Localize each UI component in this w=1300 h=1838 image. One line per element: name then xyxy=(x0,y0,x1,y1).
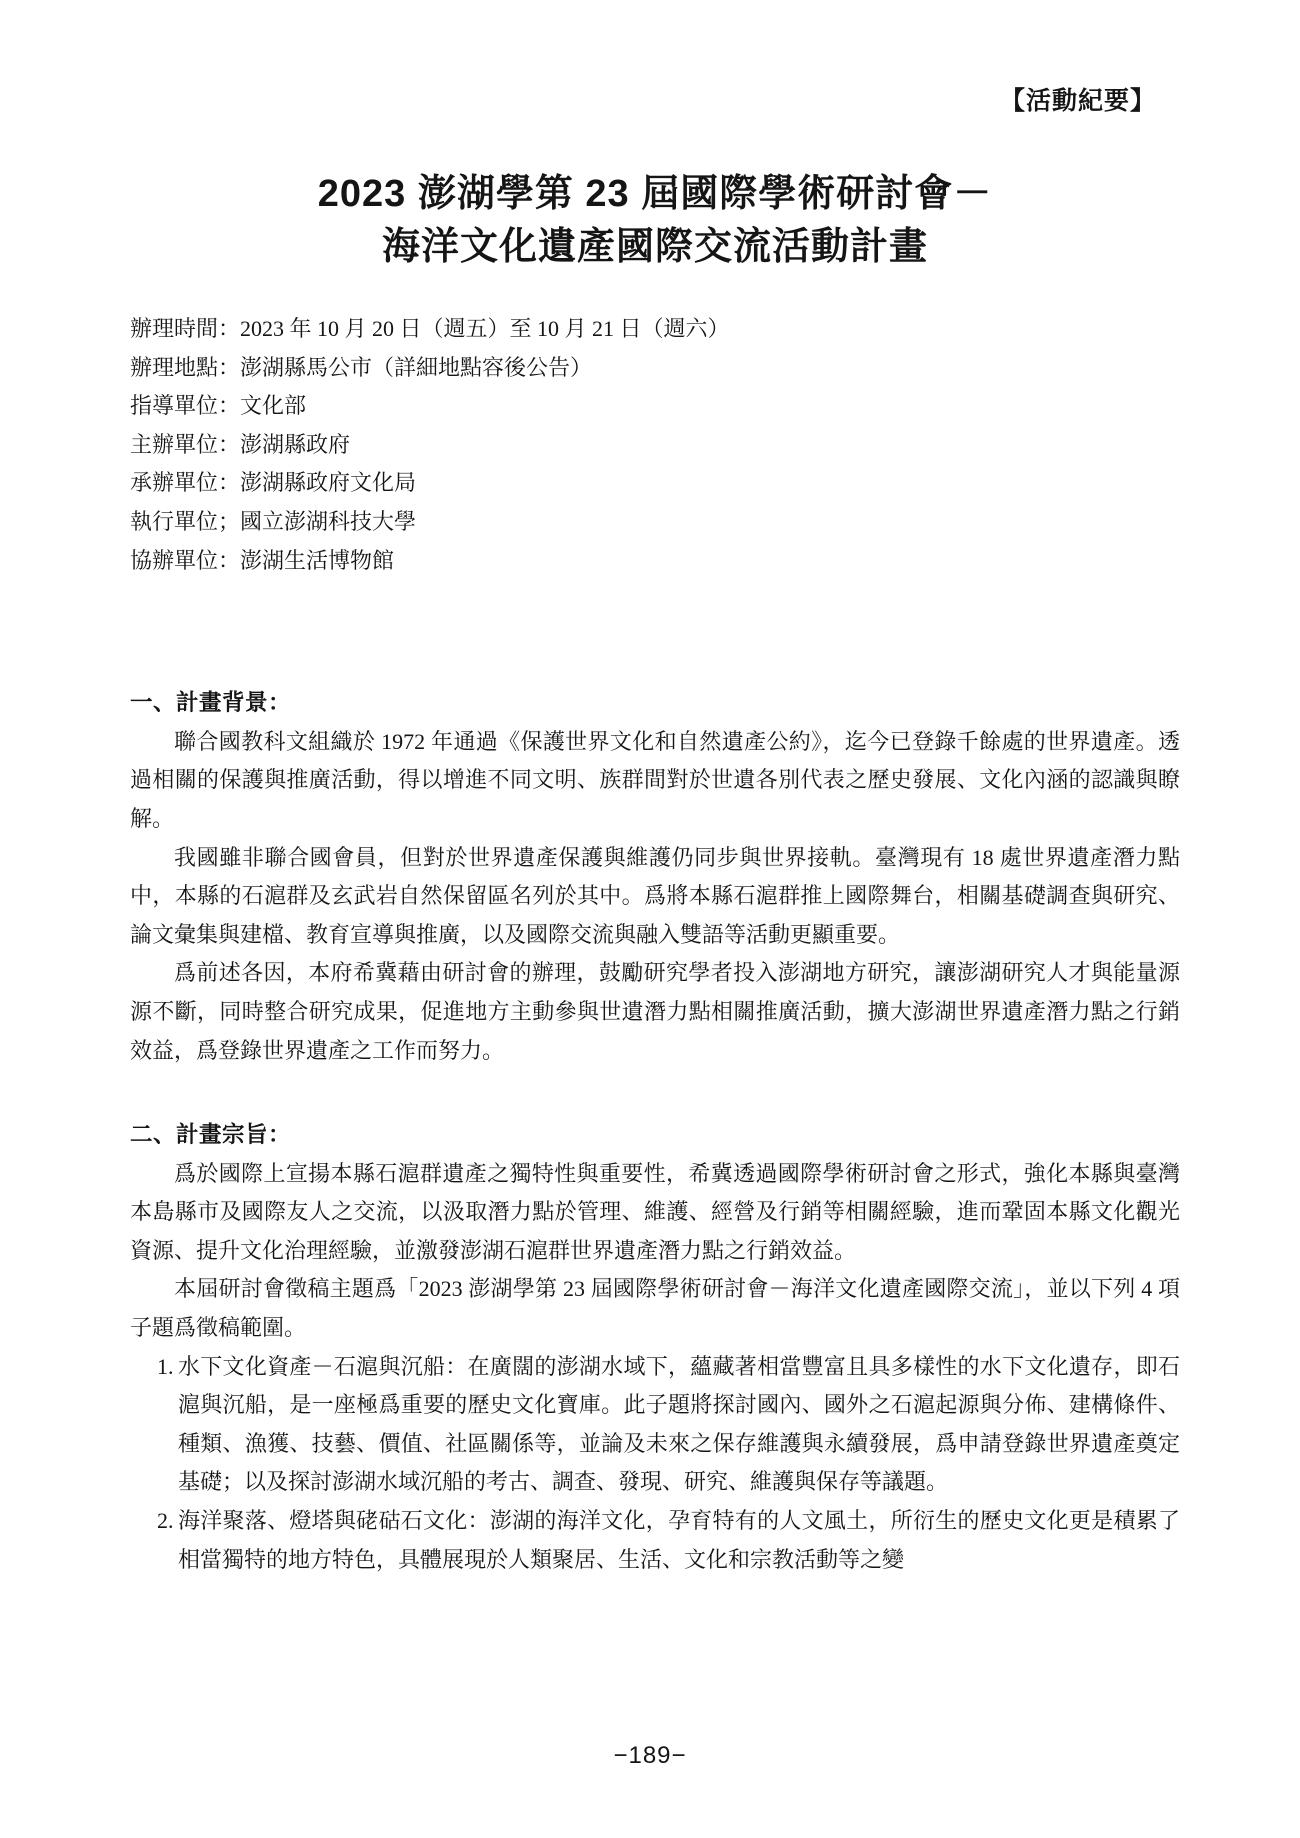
list-item xyxy=(130,1502,1180,1579)
page-number: −189− xyxy=(613,1742,687,1769)
section-background xyxy=(130,684,1180,1070)
corner-tag: 【活動紀要】 xyxy=(999,87,1156,115)
purpose-paragraph-1: 爲於國際上宣揚本縣石滬群遺產之獨特性與重要性，希冀透過國際學術研討會之形式，強化本縣與臺灣本島縣市及國際友人之交流，以汲取潛力點於管理、維護、經營及行銷等相關經驗，進而鞏固本縣文化觀光資源、提升文化治理經驗，並激發澎湖石滬群世界遺產潛力點之行銷效益。 xyxy=(130,1160,1180,1263)
background-paragraph-2: 我國雖非聯合國會員，但對於世界遺產保護與維護仍同步與世界接軌。臺灣現有 18 處世界遺產潛力點中，本縣的石滬群及玄武岩自然保留區名列於其中。爲將本縣石滬群推上國際舞台，相關基礎調查與研究、論文彙集與建檔、教育宣導與推廣，以及國際交流與融入雙語等活動更顯重要。 xyxy=(130,844,1180,947)
meta-organizer: 主辦單位：澎湖縣政府 xyxy=(130,431,351,457)
section-purpose-heading: 二、計畫宗旨： xyxy=(130,1122,292,1148)
section-background-heading: 一、計畫背景： xyxy=(130,690,292,716)
meta-executor: 執行單位；國立澎湖科技大學 xyxy=(130,508,417,534)
background-paragraph-1: 聯合國教科文組織於 1972 年通過《保護世界文化和自然遺產公約》，迄今已登錄千餘處的世界遺產。透過相關的保護與推廣活動，得以增進不同文明、族群間對於世遺各別代表之歷史發展、文化內涵的認識與瞭解。 xyxy=(130,728,1180,831)
list-item-text: 水下文化資產－石滬與沉船：在廣闊的澎湖水域下，蘊藏著相當豐富且具多樣性的水下文化遺存，即石滬與沉船，是一座極爲重要的歷史文化寶庫。此子題將探討國內、國外之石滬起源與分佈、建構條件、種類、漁獲、技藝、價值、社區關係等，並論及未來之保存維護與永續發展，爲申請登錄世界遺產奠定基礎；以及探討澎湖水域沉船的考古、調查、發現、研究、維護與保存等議題。 xyxy=(178,1353,1180,1495)
list-item-text: 海洋聚落、燈塔與硓𥑮石文化：澎湖的海洋文化，孕育特有的人文風土，所衍生的歷史文化更是積累了相當獨特的地方特色，具體展現於人類聚居、生活、文化和宗教活動等之變 xyxy=(178,1508,1180,1572)
list-item xyxy=(130,1348,1180,1502)
list-item-number: 2. xyxy=(157,1508,174,1534)
meta-undertaker: 承辦單位：澎湖縣政府文化局 xyxy=(130,470,417,496)
title-line-2: 海洋文化遺產國際交流活動計畫 xyxy=(381,226,928,268)
meta-time: 辦理時間：2023 年 10 月 20 日（週五）至 10 月 21 日（週六） xyxy=(130,316,730,341)
meta-block xyxy=(130,310,1180,580)
meta-advisor: 指導單位：文化部 xyxy=(130,393,307,419)
list-item-number: 1. xyxy=(157,1353,174,1379)
title-line-1: 2023 澎湖學第 23 屆國際學術研討會－ xyxy=(317,173,993,215)
document-title xyxy=(130,168,1180,274)
meta-coorganizer: 協辦單位：澎湖生活博物館 xyxy=(130,547,395,573)
purpose-paragraph-2: 本屆研討會徵稿主題爲「2023 澎湖學第 23 屆國際學術研討會－海洋文化遺產國際交流」，並以下列 4 項子題爲徵稿範圍。 xyxy=(130,1276,1180,1341)
meta-location: 辦理地點：澎湖縣馬公市（詳細地點容後公告） xyxy=(130,354,593,380)
background-paragraph-3: 爲前述各因，本府希冀藉由研討會的辦理，鼓勵研究學者投入澎湖地方研究，讓澎湖研究人才與能量源源不斷，同時整合研究成果，促進地方主動參與世遺潛力點相關推廣活動，擴大澎湖世界遺產潛力點之行銷效益，爲登錄世界遺產之工作而努力。 xyxy=(130,960,1180,1063)
section-purpose xyxy=(130,1116,1180,1579)
subtopic-list xyxy=(130,1348,1180,1580)
